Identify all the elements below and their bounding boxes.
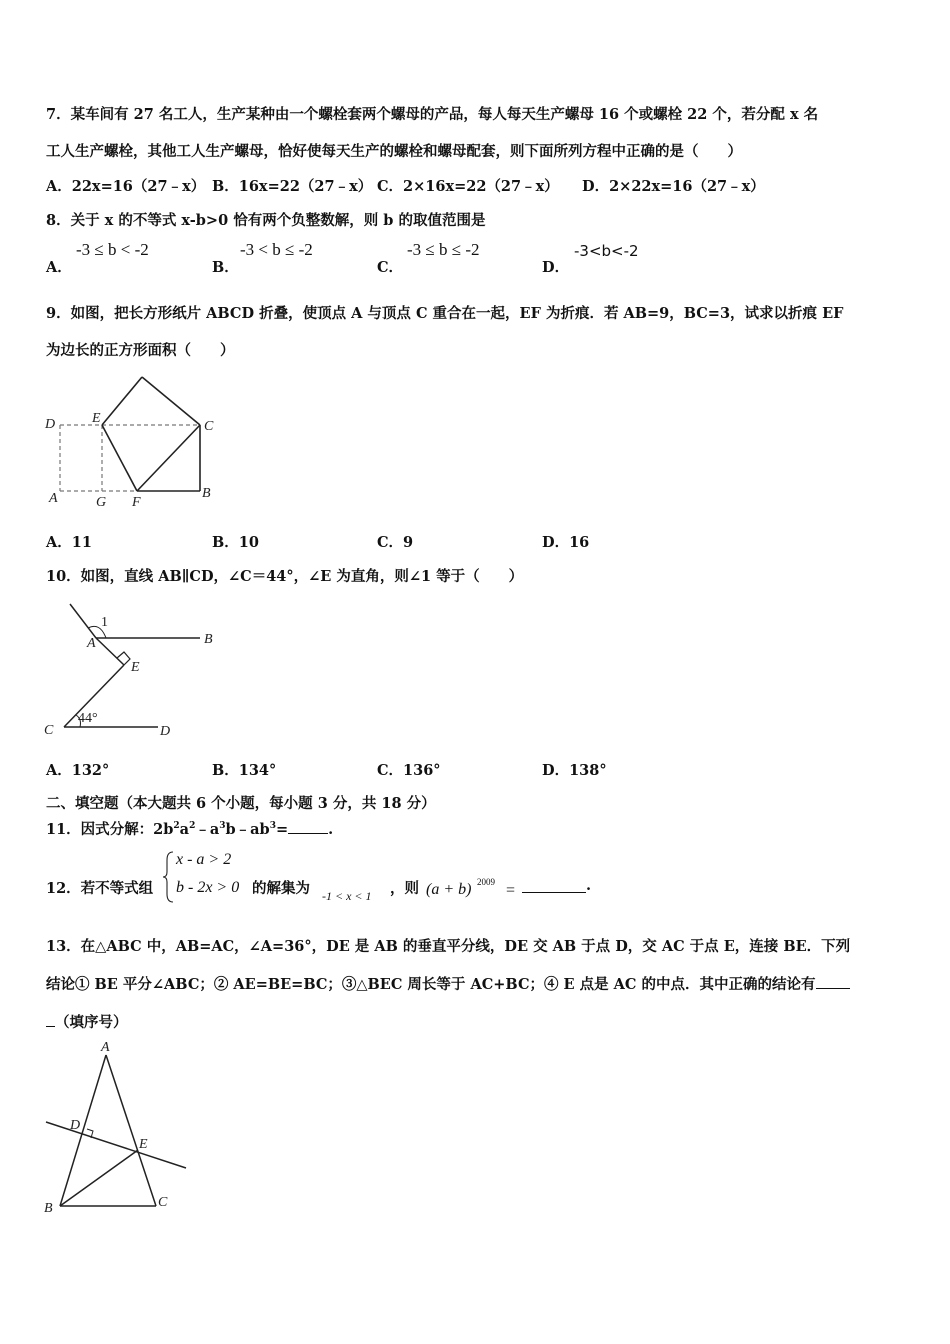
q12-middle: 的解集为 bbox=[252, 880, 310, 897]
q13-answer-blank-cont bbox=[46, 1026, 55, 1027]
q7-line1: 7．某车间有 27 名工人，生产某种由一个螺栓套两个螺母的产品，每人每天生产螺母 16 个或螺栓 22 个，若分配 x 名 bbox=[46, 106, 819, 123]
q12-exp: 2009 bbox=[477, 877, 495, 887]
q9-line1: 9．如图，把长方形纸片 ABCD 折叠，使顶点 A 与顶点 C 重合在一起，EF 为折痕．若 AB=9，BC=3，试求以折痕 EF bbox=[46, 305, 844, 322]
q10-stem: 10．如图，直线 AB∥CD，∠C＝44°，∠E 为直角，则∠1 等于（ ） bbox=[46, 568, 524, 585]
q13-label-c: C bbox=[158, 1195, 168, 1210]
q7-option-c: C．2×16x=22（27﹣x） bbox=[377, 178, 559, 195]
q12-answer-blank[interactable] bbox=[522, 878, 586, 893]
q9-label-a: A bbox=[49, 491, 58, 506]
q12-brace bbox=[162, 850, 176, 905]
q9-label-d: D bbox=[45, 417, 56, 432]
q9-option-d: D．16 bbox=[542, 534, 590, 551]
q12-eq: = bbox=[506, 882, 516, 899]
q10-label-a: A bbox=[87, 636, 96, 651]
q10-figure bbox=[40, 598, 230, 748]
q11-sup1: 2 bbox=[173, 821, 180, 832]
q12-expr: (a + b) bbox=[426, 881, 472, 898]
q8-expr-c: -3 ≤ b ≤ -2 bbox=[407, 240, 480, 259]
q9-label-g: G bbox=[96, 495, 107, 510]
q11-mid1: a bbox=[179, 821, 190, 838]
q12-ineq1: x - a > 2 bbox=[176, 851, 232, 868]
q10-option-b: B．134° bbox=[212, 762, 277, 779]
q8-label-c: C． bbox=[377, 259, 404, 276]
q10-option-d: D．138° bbox=[542, 762, 607, 779]
q11-sup3: 3 bbox=[219, 821, 226, 832]
q12-ineq2: b - 2x > 0 bbox=[176, 879, 240, 896]
q9-option-c: C．9 bbox=[377, 534, 414, 551]
q13-line2: 结论① BE 平分∠ABC；② AE=BE=BC；③△BEC 周长等于 AC+BC；④ E 点是 AC 的中点．其中正确的结论有 bbox=[46, 976, 816, 993]
q8-label-a: A． bbox=[46, 259, 72, 276]
q13-line2-wrap bbox=[46, 973, 850, 994]
q8-label-d: D． bbox=[542, 259, 570, 276]
q13-label-b: B bbox=[44, 1201, 53, 1216]
q11-prefix: 11．因式分解：2b bbox=[46, 821, 174, 838]
q8-expr-a: -3 ≤ b < -2 bbox=[76, 240, 149, 259]
q9-option-a: A．11 bbox=[46, 534, 92, 551]
q11-text: 11．因式分解：$2b^2a^2﹣a^3b﹣ab^3=$ . bbox=[46, 821, 334, 838]
q13-label-e: E bbox=[139, 1137, 148, 1152]
q10-label-c: C bbox=[44, 723, 54, 738]
q8-stem: 8．关于 x 的不等式 x-b>0 恰有两个负整数解，则 b 的取值范围是 bbox=[46, 212, 486, 229]
q9-label-b: B bbox=[202, 486, 211, 501]
q13-line1: 13．在△ABC 中，AB=AC，∠A=36°，DE 是 AB 的垂直平分线，DE 交 AB 于点 D，交 AC 于点 E，连接 BE．下列 bbox=[46, 938, 851, 955]
q12-prefix: 12．若不等式组 bbox=[46, 880, 154, 897]
q7-line2: 工人生产螺栓，其他工人生产螺母，恰好使每天生产的螺栓和螺母配套，则下面所列方程中正确的是（ ） bbox=[46, 143, 742, 160]
q11-answer-blank[interactable] bbox=[288, 833, 328, 834]
q7-option-d: D．2×22x=16（27﹣x） bbox=[582, 178, 765, 195]
q9-figure bbox=[40, 370, 230, 515]
q7-option-a: A．22x=16（27﹣x） bbox=[46, 178, 206, 195]
q12-solution: -1 < x < 1 bbox=[322, 889, 372, 903]
q10-option-a: A．132° bbox=[46, 762, 110, 779]
q11-mid2: ﹣a bbox=[195, 821, 220, 838]
q12-then: ，则 bbox=[390, 880, 419, 897]
q13-answer-blank[interactable] bbox=[816, 988, 850, 989]
q11-sup2: 2 bbox=[189, 821, 196, 832]
q10-option-c: C．136° bbox=[377, 762, 441, 779]
q10-label-1: 1 bbox=[101, 615, 108, 630]
q9-label-e: E bbox=[92, 411, 101, 426]
q8-expr-d: -3<b<-2 bbox=[574, 242, 639, 260]
q11-suffix: = bbox=[275, 821, 289, 838]
q9-line2: 为边长的正方形面积（ ） bbox=[46, 342, 235, 359]
q13-label-a: A bbox=[101, 1040, 110, 1055]
q10-label-b: B bbox=[204, 632, 213, 647]
q7-option-b: B．16x=22（27﹣x） bbox=[212, 178, 373, 195]
q8-expr-b: -3 < b ≤ -2 bbox=[240, 240, 313, 259]
q13-line3: （填序号） bbox=[55, 1014, 128, 1031]
q9-label-c: C bbox=[204, 419, 214, 434]
q13-label-d: D bbox=[70, 1118, 81, 1133]
q10-label-44: 44° bbox=[78, 711, 98, 726]
q10-label-d: D bbox=[160, 724, 171, 739]
q9-option-b: B．10 bbox=[212, 534, 259, 551]
q9-label-f: F bbox=[132, 495, 141, 510]
section2-heading: 二、填空题（本大题共 6 个小题，每小题 3 分，共 18 分） bbox=[46, 795, 436, 812]
q10-label-e: E bbox=[131, 660, 140, 675]
q13-figure bbox=[40, 1040, 200, 1220]
q11-sup4: 3 bbox=[269, 821, 276, 832]
q13-line3-wrap bbox=[46, 1011, 128, 1032]
q11-mid3: b﹣ab bbox=[225, 821, 270, 838]
q12-period: . bbox=[586, 877, 592, 894]
q8-label-b: B． bbox=[212, 259, 239, 276]
